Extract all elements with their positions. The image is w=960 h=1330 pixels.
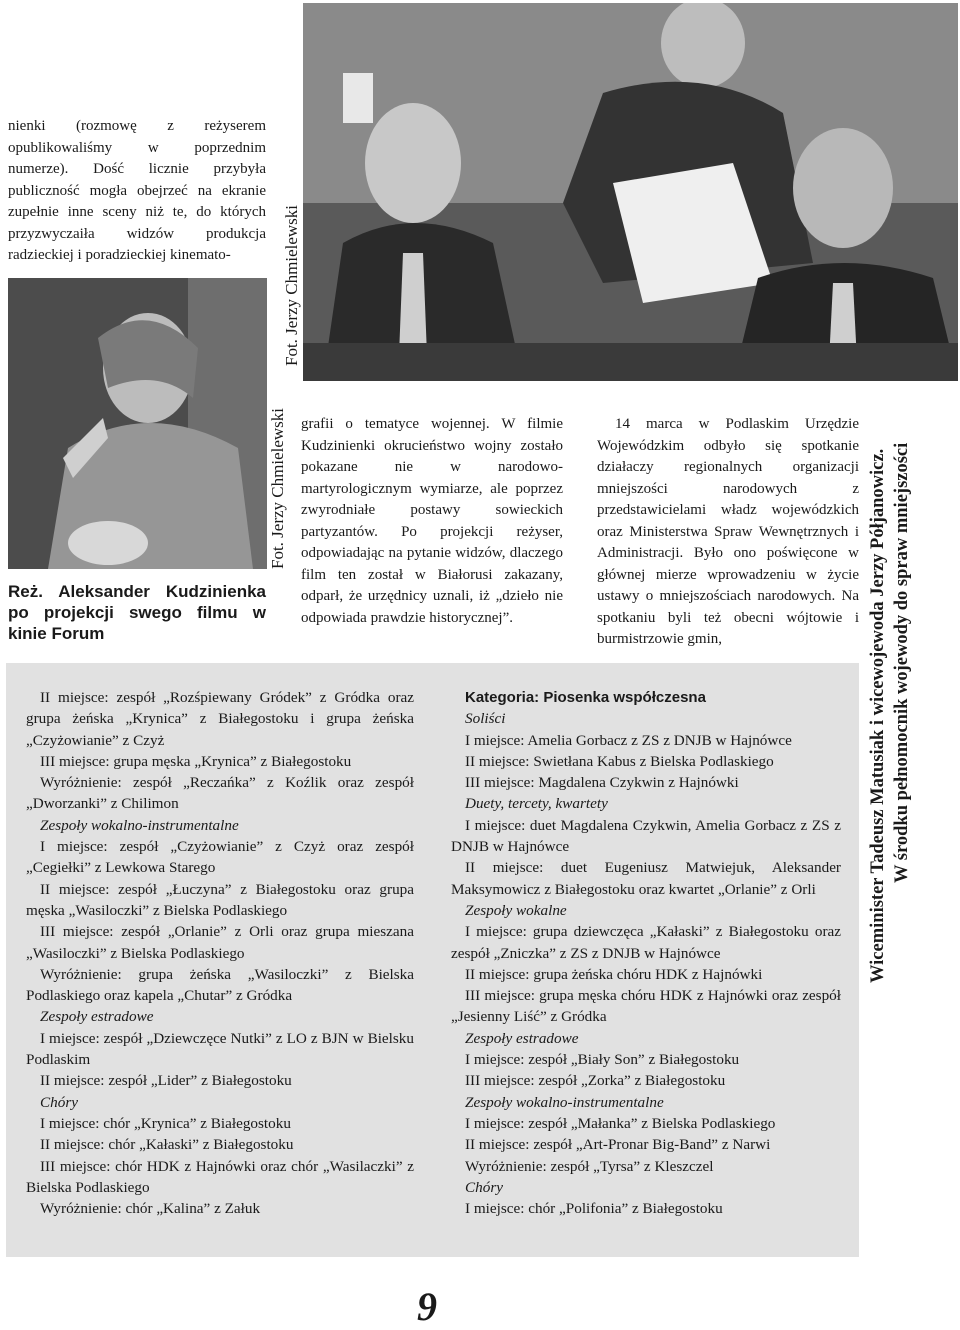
result-line: III miejsce: chór HDK z Hajnówki oraz chór „Wasilaczki” z Bielska Podlaskiego bbox=[26, 1157, 414, 1196]
result-line: I miejsce: chór „Polifonia” z Białegostoku bbox=[465, 1200, 723, 1218]
category-heading: Zespoły estradowe bbox=[40, 1008, 154, 1026]
photo-caption: Reż. Aleksander Kudzinienka po projekcji swego filmu w kinie Forum bbox=[8, 582, 266, 643]
result-line: I miejsce: grupa dziewczęca „Kałaski” z Białegostoku oraz zespół „Zniczka” z ZS z DNJB w Hajnówce bbox=[451, 923, 841, 962]
result-line: Wyróżnienie: grupa żeńska „Wasiloczki” z Bielska Podlaskiego oraz kapela „Chutar” z Gródka bbox=[26, 965, 414, 1005]
result-line: III miejsce: Magdalena Czykwin z Hajnówki bbox=[465, 774, 739, 792]
result-line: I miejsce: Amelia Gorbacz z ZS z DNJB w Hajnówce bbox=[465, 731, 792, 749]
intro-paragraph: nienki (rozmowę z reżyserem opublikowaliśmy w poprzednim numerze). Dość licznie przybyła publiczność mogła obejrzeć na ekranie zupełnie inne sceny niż te, do których przyzwyczaiła widzów produkcja radzieckiej i poradzieckiej kinemato- bbox=[8, 118, 266, 263]
results-right-column bbox=[451, 687, 841, 1219]
result-line: II miejsce: duet Eugeniusz Matwiejuk, Aleksander Maksymowicz z Białegostoku oraz kwartet „Orlanie” z Orli bbox=[451, 859, 841, 898]
photo-credit: Fot. Jerzy Chmielewski bbox=[282, 205, 301, 367]
director-photo bbox=[8, 278, 267, 569]
result-line: III miejsce: grupa męska „Krynica” z Białegostoku bbox=[40, 752, 352, 770]
result-line: I miejsce: zespół „Biały Son” z Białegostoku bbox=[465, 1051, 740, 1069]
result-line: III miejsce: grupa męska chóru HDK z Hajnówki oraz zespół „Jesienny Liść” z Gródka bbox=[451, 987, 841, 1026]
category-heading: Zespoły wokalno-instrumentalne bbox=[465, 1093, 664, 1111]
result-line: III miejsce: zespół „Zorka” z Białegostoku bbox=[465, 1072, 726, 1090]
result-line: I miejsce: duet Magdalena Czykwin, Amelia Gorbacz z ZS z DNJB w Hajnówce bbox=[451, 816, 841, 856]
category-heading: Zespoły wokalne bbox=[465, 901, 567, 919]
result-line: III miejsce: zespół „Orlanie” z Orli oraz grupa mieszana „Wasiloczki” z Bielska Podlaskiego bbox=[26, 923, 414, 962]
category-heading: Chóry bbox=[40, 1093, 78, 1111]
category-heading: Zespoły estradowe bbox=[465, 1029, 579, 1047]
meeting-photo bbox=[303, 3, 958, 381]
result-line: Wyróżnienie: chór „Kalina” z Załuk bbox=[40, 1200, 261, 1218]
side-caption-line2: W środku pełnomocnik wojewody do spraw mniejszości bbox=[892, 442, 912, 883]
right-paragraph: 14 marca w Podlaskim Urzędzie Wojewódzkim odbyło się spotkanie działaczy regionalnych organizacji mniejszości narodowych z przedstawicielami władz wojewódzkich oraz Ministerstwa Spraw Wewnętrznych i Administracji. Było ono poświęcone w głównej mierze wprowadzeniu w życie ustawy o mniejszościach narodowych. Na spotkaniu byli też obecni wójtowie i burmistrzowie gmin, bbox=[597, 416, 859, 647]
result-line: Wyróżnienie: zespół „Reczańka” z Koźlik oraz zespół „Dworzanki” z Chilimon bbox=[26, 774, 414, 813]
result-line: II miejsce: grupa żeńska chóru HDK z Hajnówki bbox=[465, 965, 763, 983]
result-line: I miejsce: zespół „Czyżowianie” z Czyż oraz zespół „Cegiełki” z Lewkowa Starego bbox=[26, 838, 414, 877]
result-line: II miejsce: Swietłana Kabus z Bielska Podlaskiego bbox=[465, 752, 774, 770]
middle-paragraph: grafii o tematyce wojennej. W filmie Kudzinienki okrucieństwo wojny zostało pokazane nie w narodowo-martyrologicznym wymiarze, ale poprzez zwyrodniałe postawy sowieckich partyzantów. Po projekcji reżyser, odpowiadając na pytanie widzów, dlaczego film ten został w Białorusi zakazany, odparł, że urzędnicy uznali, iż „dzieło nie odpowiada prawdzie historycznej”. bbox=[301, 416, 563, 626]
result-line: I miejsce: zespół „Małanka” z Bielska Podlaskiego bbox=[465, 1114, 776, 1132]
category-heading: Chóry bbox=[465, 1178, 503, 1196]
result-line: I miejsce: chór „Krynica” z Białegostoku bbox=[40, 1114, 291, 1132]
result-line: II miejsce: zespół „Łuczyna” z Białegostoku oraz grupa męska „Wasiloczki” z Bielska Podlaskiego bbox=[26, 880, 414, 919]
category-heading: Soliści bbox=[465, 710, 506, 728]
result-line: Wyróżnienie: zespół „Tyrsa” z Kleszczel bbox=[465, 1157, 714, 1175]
result-line: II miejsce: chór „Kałaski” z Białegostoku bbox=[40, 1136, 294, 1154]
result-line: II miejsce: zespół „Rozśpiewany Gródek” z Gródka oraz grupa żeńska „Krynica” z Białegostoku i grupa żeńska „Czyżowianie” z Czyż bbox=[26, 689, 414, 749]
result-line: II miejsce: zespół „Lider” z Białegostoku bbox=[40, 1072, 292, 1090]
result-line: II miejsce: zespół „Art-Pronar Big-Band” z Narwi bbox=[465, 1136, 771, 1154]
category-heading: Duety, tercety, kwartety bbox=[465, 795, 608, 813]
side-caption-line1: Wiceminister Tadeusz Matusiak i wicewojewoda Jerzy Półjanowicz. bbox=[868, 448, 888, 983]
page-number: 9 bbox=[417, 1284, 437, 1329]
category-heading: Zespoły wokalno-instrumentalne bbox=[40, 816, 239, 834]
results-left-column bbox=[26, 687, 414, 1219]
category-title: Kategoria: Piosenka współczesna bbox=[465, 689, 706, 706]
result-line: I miejsce: zespół „Dziewczęce Nutki” z LO z BJN w Bielsku Podlaskim bbox=[26, 1029, 414, 1069]
photo-credit: Fot. Jerzy Chmielewski bbox=[268, 408, 287, 570]
